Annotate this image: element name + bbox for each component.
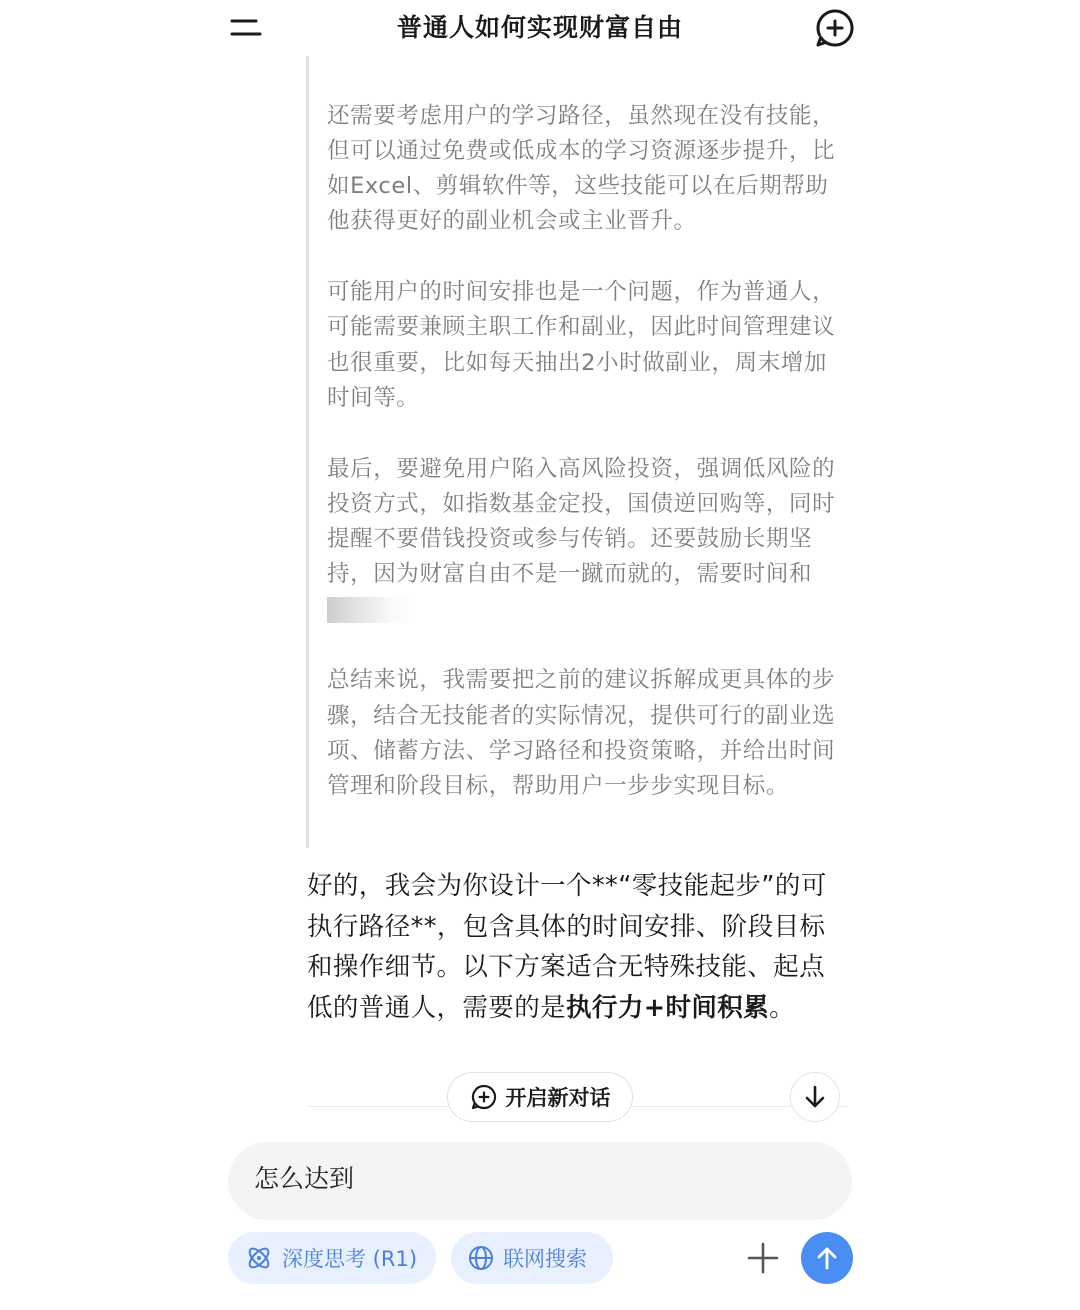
thinking-block bbox=[306, 56, 846, 848]
new-chat-button[interactable] bbox=[447, 1072, 633, 1122]
answer-part-end: 。 bbox=[769, 992, 795, 1023]
web-search-label: 联网搜索 bbox=[503, 1247, 587, 1271]
web-search-button[interactable] bbox=[451, 1232, 613, 1284]
atom-icon bbox=[244, 1243, 274, 1273]
streaming-fade bbox=[327, 597, 417, 623]
message-input-box[interactable] bbox=[228, 1142, 852, 1220]
message-input[interactable] bbox=[254, 1162, 814, 1191]
thinking-paragraph-text: 最后，要避免用户陷入高风险投资，强调低风险的投资方式，如指数基金定投，国债逆回购等，同时提醒不要借钱投资或参与传销。还要鼓励长期坚持，因为财富自由不是一蹴而就的，需要时间和 bbox=[327, 455, 836, 588]
deep-think-button[interactable] bbox=[228, 1232, 436, 1284]
deep-think-label: 深度思考 (R1) bbox=[282, 1247, 418, 1271]
thinking-paragraph: 可能用户的时间安排也是一个问题，作为普通人，可能需要兼顾主职工作和副业，因此时间管理建议也很重要，比如每天抽出2小时做副业，周末增加时间等。 bbox=[327, 279, 836, 411]
menu-icon[interactable] bbox=[228, 12, 264, 42]
globe-icon bbox=[467, 1244, 495, 1272]
new-chat-label: 开启新对话 bbox=[505, 1086, 611, 1110]
arrow-down-icon bbox=[802, 1084, 828, 1110]
thinking-paragraph: 总结来说，我需要把之前的建议拆解成更具体的步骤，结合无技能者的实际情况，提供可行的副业选项、储蓄方法、学习路径和投资策略，并给出时间管理和阶段目标，帮助用户一步步实现目标。 bbox=[327, 667, 836, 800]
new-chat-icon[interactable] bbox=[814, 7, 856, 49]
thinking-paragraph bbox=[327, 452, 842, 628]
thinking-paragraph: 还需要考虑用户的学习路径，虽然现在没有技能，但可以通过免费或低成本的学习资源逐步提升，比如Excel、剪辑软件等，这些技能可以在后期帮助他获得更好的副业机会或主业晋升。 bbox=[327, 102, 836, 235]
page-title: 普通人如何实现财富自由 bbox=[396, 13, 683, 42]
new-chat-icon bbox=[470, 1083, 498, 1111]
arrow-up-icon bbox=[813, 1244, 841, 1272]
answer-text bbox=[307, 866, 847, 1028]
plus-icon[interactable] bbox=[744, 1239, 782, 1277]
send-button[interactable] bbox=[801, 1232, 853, 1284]
header-bar bbox=[0, 0, 1080, 56]
scroll-down-button[interactable] bbox=[790, 1072, 840, 1122]
answer-bold: 执行力+时间积累 bbox=[566, 992, 770, 1023]
answer-part: 好的，我会为你设计一个**“零技能起步”的可执行路径**，包含具体的时间安排、阶段目标和操作细节。以下方案适合无特殊技能、起点低的普通人，需要的是 bbox=[307, 871, 827, 1023]
